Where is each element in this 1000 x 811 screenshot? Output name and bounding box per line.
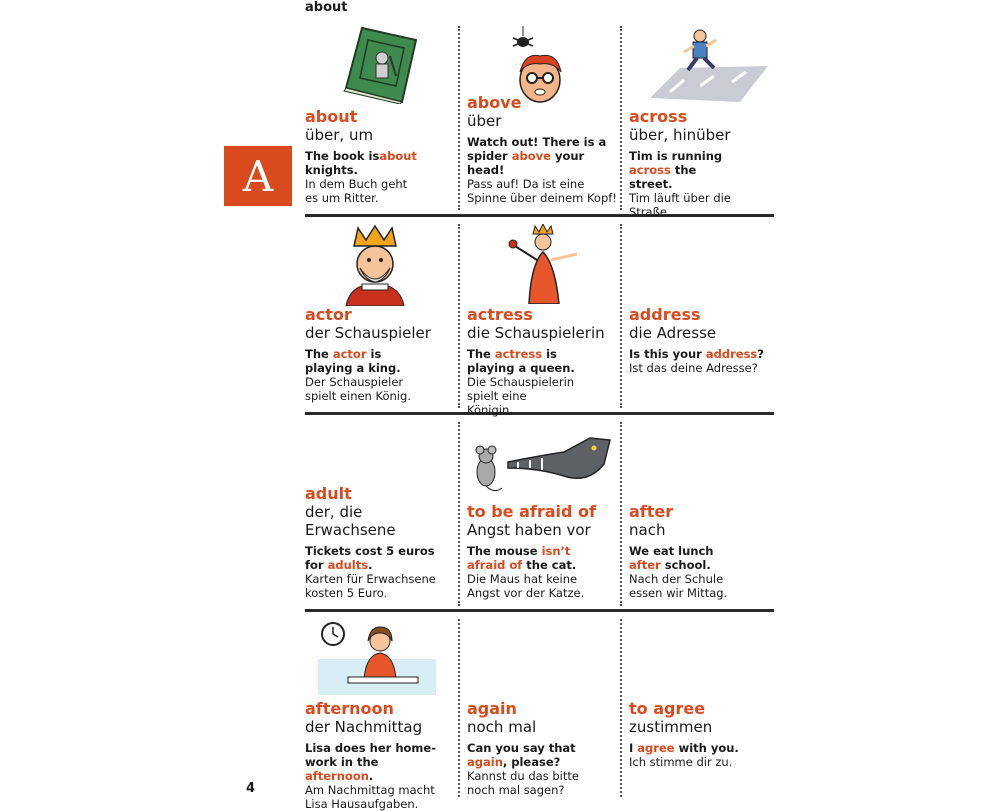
entry-example — [629, 741, 785, 769]
example-text: is playing a queen. — [467, 347, 575, 375]
page-number: 4 — [246, 781, 256, 796]
entry-translation: nach — [629, 521, 666, 539]
entry-translation: die Schauspielerin — [467, 324, 605, 342]
example-keyword: again — [467, 755, 503, 769]
example-german: Am Nachmittag macht Lisa Hausaufgaben. — [305, 783, 435, 811]
example-english — [305, 544, 445, 572]
example-german: Die Maus hat keine Angst vor der Katze. — [467, 572, 585, 600]
example-text: Tim is running — [629, 149, 723, 163]
example-english — [629, 544, 739, 572]
example-english — [467, 347, 575, 375]
example-text: with you. — [674, 741, 739, 755]
example-keyword: actress — [494, 347, 543, 361]
entry-translation: zustimmen — [629, 718, 713, 736]
example-english — [629, 741, 785, 755]
example-german: Tim läuft über die Straße. — [629, 191, 731, 219]
example-text: the street. — [629, 163, 697, 191]
example-text: The — [467, 347, 495, 361]
example-english — [305, 149, 417, 177]
column-divider — [458, 26, 460, 210]
book-illustration — [340, 26, 420, 104]
entry-translation: der, die Erwachsene — [305, 503, 396, 539]
entry-example — [305, 149, 417, 205]
entry-headword: adult — [305, 484, 352, 503]
entry-example — [467, 135, 623, 205]
example-text: , please? — [502, 755, 561, 769]
example-text: The mouse — [467, 544, 542, 558]
entry-translation: über, um — [305, 126, 374, 144]
column-divider — [620, 224, 622, 408]
example-german: Pass auf! Da ist eine Spinne über deinem Kopf! — [467, 177, 617, 205]
example-text: ? — [757, 347, 764, 361]
entry-example — [467, 347, 575, 417]
example-german: Die Schauspielerin spielt eine Königin. — [467, 375, 575, 417]
entry-translation: noch mal — [467, 718, 537, 736]
example-german: Ist das deine Adresse? — [629, 361, 758, 375]
entry-headword: actress — [467, 305, 533, 324]
entry-translation: der Nachmittag — [305, 718, 423, 736]
mouse-cat-illustration — [468, 432, 613, 496]
clock-girl-illustration — [318, 619, 436, 699]
queen-illustration — [505, 224, 583, 304]
example-text: Lisa does her home-work in the — [305, 741, 436, 769]
entry-translation: über — [467, 112, 502, 130]
example-text: the cat. — [522, 558, 577, 572]
entry-headword: again — [467, 699, 517, 718]
example-keyword: about — [379, 149, 417, 163]
entry-headword: to be afraid of — [467, 502, 596, 521]
example-text: We eat lunch — [629, 544, 714, 558]
example-english — [467, 135, 623, 177]
example-keyword: adults — [327, 558, 369, 572]
example-german: Ich stimme dir zu. — [629, 755, 733, 769]
entry-translation: der Schauspieler — [305, 324, 431, 342]
example-keyword: afternoon — [305, 769, 369, 783]
entry-headword: to agree — [629, 699, 706, 718]
column-divider — [620, 422, 622, 606]
example-text: . — [368, 558, 373, 572]
entry-headword: address — [629, 305, 701, 324]
entry-headword: above — [467, 93, 522, 112]
example-keyword: isn’t afraid of — [467, 544, 571, 572]
example-keyword: across — [629, 163, 671, 177]
example-text: Can you say that — [467, 741, 576, 755]
example-text: knights. — [305, 163, 358, 177]
entry-translation: Angst haben vor — [467, 521, 591, 539]
example-text: your head! — [467, 149, 585, 177]
entry-example — [305, 347, 413, 403]
example-keyword: after — [629, 558, 661, 572]
king-illustration — [340, 224, 410, 306]
example-text: Is this your — [629, 347, 706, 361]
entry-headword: actor — [305, 305, 352, 324]
entry-example — [467, 544, 597, 600]
entry-example — [629, 149, 739, 219]
entry-example — [467, 741, 587, 797]
column-divider — [458, 224, 460, 408]
example-german: In dem Buch geht es um Ritter. — [305, 177, 408, 205]
example-german: Kannst du das bitte noch mal sagen? — [467, 769, 579, 797]
entry-translation: die Adresse — [629, 324, 717, 342]
example-text: Tickets cost 5 euros for — [305, 544, 435, 572]
example-keyword: above — [511, 149, 551, 163]
example-german: Nach der Schule essen wir Mittag. — [629, 572, 728, 600]
entry-headword: across — [629, 107, 688, 126]
example-english — [629, 347, 785, 361]
example-text: is playing a king. — [305, 347, 401, 375]
example-text: school. — [660, 558, 711, 572]
example-english — [305, 347, 413, 375]
example-english — [629, 149, 739, 191]
running-boy-illustration — [650, 26, 768, 104]
entry-headword: after — [629, 502, 674, 521]
entry-example — [305, 544, 445, 600]
example-keyword: actor — [332, 347, 367, 361]
entry-example — [305, 741, 445, 811]
entry-translation: über, hinüber — [629, 126, 731, 144]
entry-headword: afternoon — [305, 699, 394, 718]
example-english — [305, 741, 445, 783]
example-english — [467, 741, 587, 769]
column-divider — [458, 422, 460, 606]
letter-tab: A — [224, 146, 292, 206]
example-text: . — [368, 769, 374, 783]
example-text: Watch out! There is a spider — [467, 135, 607, 163]
example-german: Karten für Erwachsene kosten 5 Euro. — [305, 572, 436, 600]
example-text: The — [305, 347, 333, 361]
example-english — [467, 544, 597, 572]
example-keyword: agree — [637, 741, 675, 755]
entry-headword: about — [305, 107, 358, 126]
row-divider — [305, 609, 774, 612]
example-keyword: address — [705, 347, 758, 361]
guide-word: about — [305, 0, 348, 15]
column-divider — [458, 619, 460, 797]
column-divider — [620, 619, 622, 797]
example-text: The book is — [305, 149, 380, 163]
example-german: Der Schauspieler spielt einen König. — [305, 375, 411, 403]
entry-example — [629, 347, 785, 375]
example-text: I — [629, 741, 638, 755]
entry-example — [629, 544, 739, 600]
